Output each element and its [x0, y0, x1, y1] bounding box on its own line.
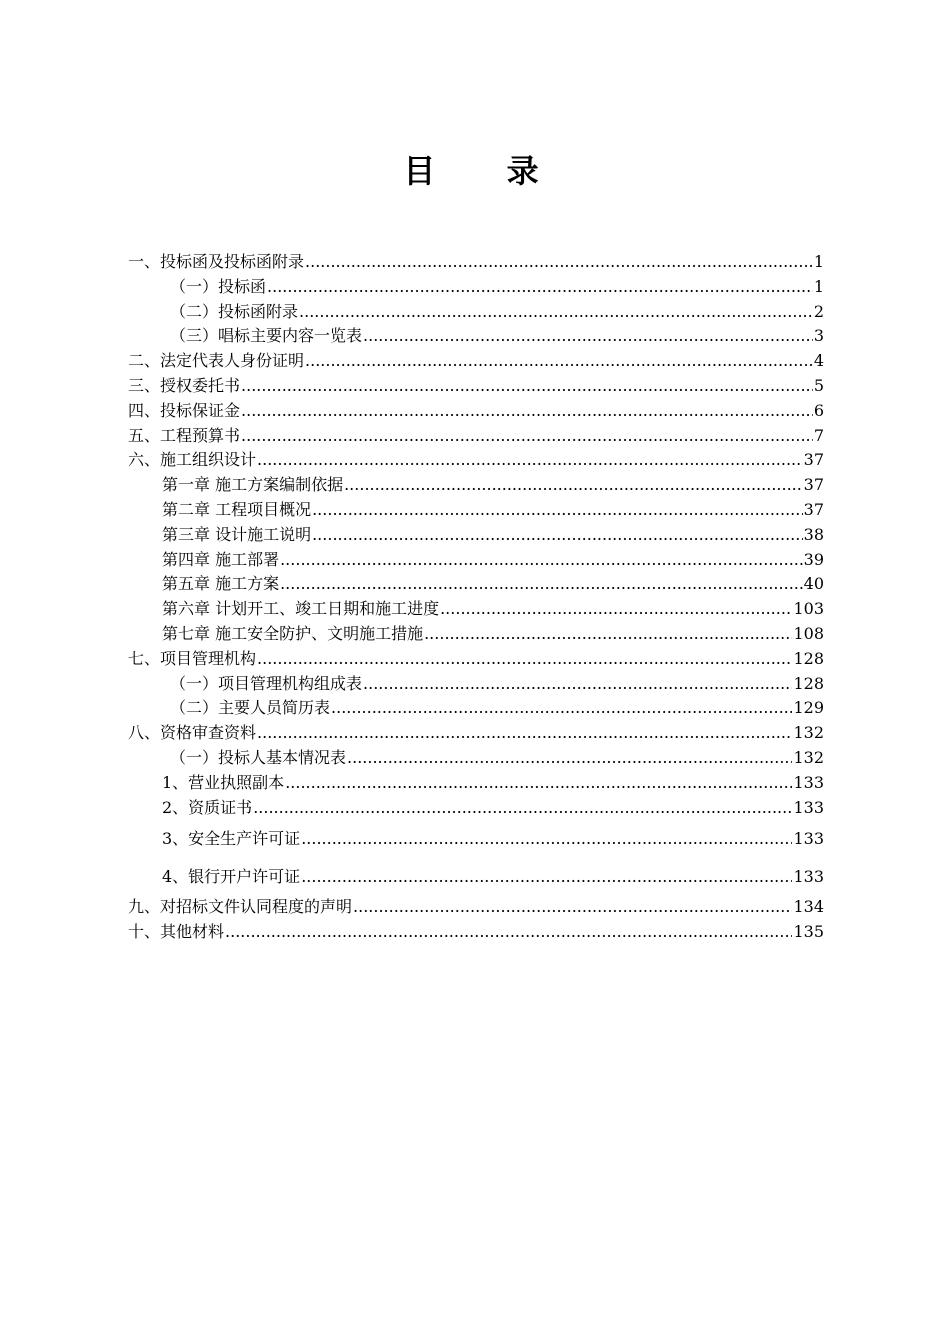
toc-entry-label: 第七章 施工安全防护、文明施工措施 [162, 623, 424, 643]
toc-leader-dots [424, 622, 792, 647]
toc-entry-label: 四、投标保证金 [128, 400, 241, 420]
toc-entry-page: 133 [793, 866, 824, 886]
toc-entry-page: 133 [793, 772, 824, 792]
toc-entry-label: 五、工程预算书 [128, 425, 241, 445]
toc-leader-dots [301, 858, 792, 895]
toc-entry[interactable] [128, 473, 824, 498]
toc-entry[interactable] [128, 622, 824, 647]
toc-entry-page: 132 [793, 723, 824, 743]
toc-entry-page: 5 [813, 375, 824, 395]
toc-leader-dots [267, 275, 813, 300]
toc-entry-page: 39 [803, 549, 824, 569]
toc-entry-page: 3 [813, 326, 824, 346]
toc-entry-label: 二、法定代表人身份证明 [128, 351, 305, 371]
toc-entry-page: 129 [793, 698, 824, 718]
toc-entry-page: 132 [793, 747, 824, 767]
toc-leader-dots [363, 324, 813, 349]
toc-entry[interactable] [128, 696, 824, 721]
toc-entry-page: 1 [813, 276, 824, 296]
toc-entry-label: 七、项目管理机构 [128, 648, 257, 668]
toc-entry-label: 2、资质证书 [162, 797, 253, 817]
toc-entry-page: 133 [793, 829, 824, 849]
toc-entry-page: 38 [803, 524, 824, 544]
toc-entry-label: 3、安全生产许可证 [162, 829, 301, 849]
table-of-contents [128, 250, 824, 944]
toc-entry[interactable] [128, 448, 824, 473]
toc-leader-dots [301, 820, 792, 857]
toc-entry-label: （三）唱标主要内容一览表 [170, 326, 363, 346]
toc-entry-label: 4、银行开户许可证 [162, 866, 301, 886]
toc-leader-dots [280, 548, 803, 573]
toc-entry[interactable] [128, 572, 824, 597]
toc-leader-dots [344, 473, 803, 498]
toc-entry-label: 第三章 设计施工说明 [162, 524, 312, 544]
page-title: 目 录 [403, 152, 569, 190]
toc-entry-label: （一）投标函 [170, 276, 267, 296]
toc-entry[interactable] [128, 300, 824, 325]
toc-entry[interactable] [128, 424, 824, 449]
toc-entry[interactable] [128, 796, 824, 821]
toc-entry-page: 37 [803, 499, 824, 519]
toc-entry[interactable] [128, 647, 824, 672]
toc-entry[interactable] [128, 275, 824, 300]
toc-entry-page: 40 [803, 574, 824, 594]
toc-entry-page: 128 [793, 648, 824, 668]
toc-entry-label: 九、对招标文件认同程度的声明 [128, 896, 353, 916]
toc-leader-dots [253, 796, 792, 821]
toc-entry[interactable] [128, 820, 824, 857]
toc-entry-page: 7 [813, 425, 824, 445]
toc-entry-label: 十、其他材料 [128, 921, 225, 941]
toc-entry-page: 103 [793, 599, 824, 619]
toc-leader-dots [241, 374, 813, 399]
toc-entry-page: 133 [793, 797, 824, 817]
toc-entry[interactable] [128, 771, 824, 796]
toc-entry-label: 第二章 工程项目概况 [162, 499, 312, 519]
toc-entry-page: 4 [813, 351, 824, 371]
toc-leader-dots [257, 721, 792, 746]
toc-leader-dots [312, 523, 803, 548]
toc-leader-dots [280, 572, 803, 597]
toc-entry[interactable] [128, 548, 824, 573]
toc-entry-label: 一、投标函及投标函附录 [128, 252, 305, 271]
toc-entry-page: 1 [813, 252, 824, 271]
toc-entry-page: 37 [803, 450, 824, 470]
toc-leader-dots [363, 672, 792, 697]
toc-entry-label: 第四章 施工部署 [162, 549, 280, 569]
toc-leader-dots [440, 597, 792, 622]
toc-entry-label: 第六章 计划开工、竣工日期和施工进度 [162, 599, 440, 619]
toc-entry[interactable] [128, 858, 824, 895]
toc-entry[interactable] [128, 374, 824, 399]
toc-entry[interactable] [128, 399, 824, 424]
toc-leader-dots [299, 300, 813, 325]
toc-entry[interactable] [128, 349, 824, 374]
toc-entry[interactable] [128, 746, 824, 771]
toc-leader-dots [257, 647, 792, 672]
toc-entry-label: （一）投标人基本情况表 [170, 747, 347, 767]
toc-leader-dots [257, 448, 803, 473]
toc-leader-dots [305, 349, 813, 374]
toc-leader-dots [285, 771, 792, 796]
toc-entry-label: （二）主要人员简历表 [170, 698, 331, 718]
toc-entry-page: 37 [803, 475, 824, 495]
toc-entry-label: （一）项目管理机构组成表 [170, 673, 363, 693]
toc-entry[interactable] [128, 672, 824, 697]
toc-entry-page: 128 [793, 673, 824, 693]
toc-leader-dots [312, 498, 803, 523]
toc-entry[interactable] [128, 920, 824, 945]
toc-entry[interactable] [128, 721, 824, 746]
toc-entry-label: 三、授权委托书 [128, 375, 241, 395]
toc-leader-dots [241, 399, 813, 424]
toc-entry-label: 六、施工组织设计 [128, 450, 257, 470]
toc-leader-dots [353, 895, 792, 920]
toc-entry-label: 1、营业执照副本 [162, 772, 285, 792]
toc-leader-dots [241, 424, 813, 449]
toc-entry-label: （二）投标函附录 [170, 301, 299, 321]
toc-entry-page: 2 [813, 301, 824, 321]
toc-entry-page: 108 [793, 623, 824, 643]
toc-entry[interactable] [128, 498, 824, 523]
toc-entry[interactable] [128, 895, 824, 920]
toc-entry-page: 134 [793, 896, 824, 916]
toc-entry-label: 第五章 施工方案 [162, 574, 280, 594]
toc-leader-dots [331, 696, 792, 721]
toc-entry-page: 6 [813, 400, 824, 420]
toc-leader-dots [347, 746, 792, 771]
toc-entry[interactable] [128, 597, 824, 622]
toc-entry-label: 八、资格审查资料 [128, 723, 257, 743]
toc-leader-dots [305, 250, 813, 275]
toc-entry[interactable] [128, 324, 824, 349]
toc-entry[interactable] [128, 250, 824, 275]
toc-entry-page: 135 [793, 921, 824, 941]
toc-leader-dots [225, 920, 792, 945]
toc-entry-label: 第一章 施工方案编制依据 [162, 475, 344, 495]
toc-entry[interactable] [128, 523, 824, 548]
